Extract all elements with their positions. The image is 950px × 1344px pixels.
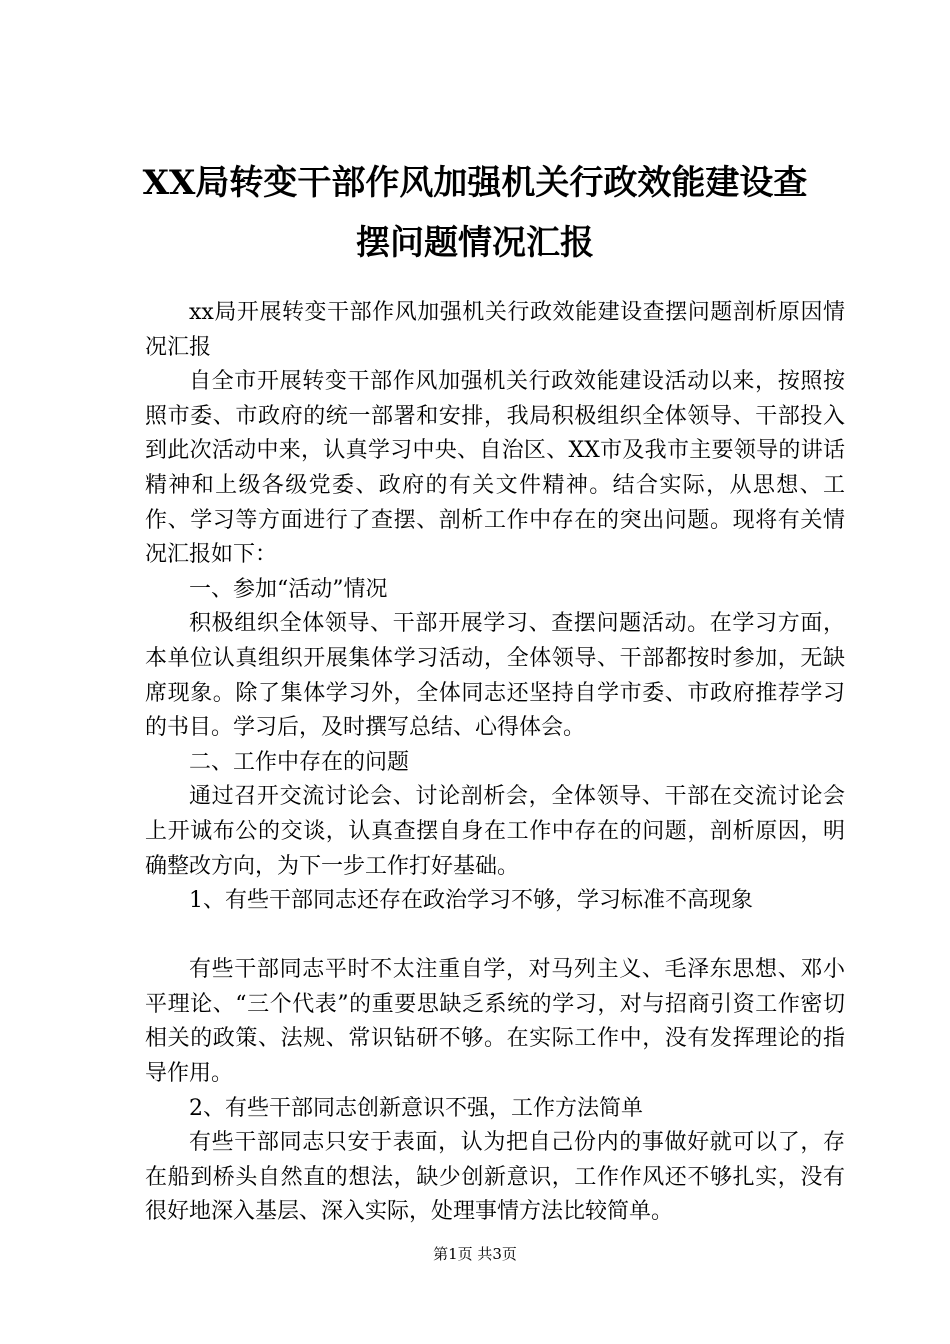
page-footer: 第1页 共3页: [433, 1245, 517, 1263]
document-body: [145, 296, 845, 1230]
paragraph-intro-title: xx局开展转变干部作风加强机关行政效能建设查摆问题剖析原因情况汇报: [145, 300, 845, 360]
section-heading-2: 二、工作中存在的问题: [189, 749, 410, 775]
document-title-line-2: 摆问题情况汇报: [356, 223, 594, 263]
document-title-line-1: XX局转变干部作风加强机关行政效能建设查: [142, 163, 808, 203]
paragraph-subsection-1: 有些干部同志平时不太注重自学，对马列主义、毛泽东思想、邓小平理论、“三个代表”的重要思缺乏系统的学习，对与招商引资工作密切相关的政策、法规、常识钻研不够。在实际工作中，没有发挥理论的指导作用。: [145, 957, 845, 1087]
paragraph-section-2: 通过召开交流讨论会、讨论剖析会，全体领导、干部在交流讨论会上开诚布公的交谈，认真查摆自身在工作中存在的问题，剖析原因，明确整改方向，为下一步工作打好基础。: [145, 784, 845, 879]
section-heading-1: 一、参加“活动”情况: [189, 576, 388, 602]
subheading-1: 1、有些干部同志还存在政治学习不够，学习标准不高现象: [189, 888, 753, 914]
paragraph-section-1: 积极组织全体领导、干部开展学习、查摆问题活动。在学习方面，本单位认真组织开展集体学习活动，全体领导、干部都按时参加，无缺席现象。除了集体学习外，全体同志还坚持自学市委、市政府推荐学习的书目。学习后，及时撰写总结、心得体会。: [145, 611, 845, 741]
paragraph-intro: 自全市开展转变干部作风加强机关行政效能建设活动以来，按照按照市委、市政府的统一部署和安排，我局积极组织全体领导、干部投入到此次活动中来，认真学习中央、自治区、XX市及我市主要领导的讲话精神和上级各级党委、政府的有关文件精神。结合实际，从思想、工作、学习等方面进行了查摆、剖析工作中存在的突出问题。现将有关情况汇报如下：: [145, 369, 845, 568]
subheading-2: 2、有些干部同志创新意识不强，工作方法简单: [189, 1095, 643, 1121]
paragraph-subsection-2: 有些干部同志只安于表面，认为把自己份内的事做好就可以了，存在船到桥头自然直的想法，缺少创新意识，工作作风还不够扎实，没有很好地深入基层、深入实际，处理事情方法比较简单。: [145, 1130, 845, 1225]
